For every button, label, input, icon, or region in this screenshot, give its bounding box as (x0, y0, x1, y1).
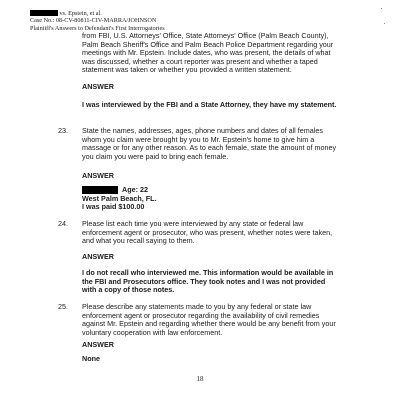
text-line: you claim you were paid to bring each female. (82, 151, 229, 161)
answer-heading: ANSWER (82, 82, 114, 91)
question-23-text (82, 127, 336, 161)
answer-22-text: I was interviewed by the FBI and a State Attorney, they have my statement. (82, 100, 337, 109)
text-line: enforcement agent or prosecutor regarding the availability of civil remedies (82, 310, 320, 320)
text-line: from FBI, U.S. Attorneys' Office, State Attorneys' Office (Palm Beach County), (82, 31, 329, 40)
scan-speck (384, 23, 385, 24)
text-line: I was paid $100.00 (82, 202, 145, 212)
text-line: voluntary cooperation with law enforcement. (82, 327, 223, 337)
text-line: against Mr. Epstein and regarding whether there would be any benefit from your (82, 319, 336, 329)
text-line: with a copy of those notes. (82, 285, 175, 295)
redaction-bar (30, 10, 58, 16)
redaction-bar (82, 186, 118, 194)
answer-heading: ANSWER (82, 340, 114, 349)
text-line: was discussed, whether a court reporter was present and whether a taped (82, 56, 318, 66)
answer-heading: ANSWER (82, 171, 114, 180)
text-line: massage or for any other reason. As to each female, state the amount of money (82, 143, 337, 153)
text-line: Please describe any statements made to you by any federal or state law (82, 302, 312, 311)
caption-line-1 (30, 10, 165, 17)
scan-speck (381, 8, 382, 9)
page-number: 18 (196, 375, 204, 383)
text-line: Please list each time you were interviewed by any state or federal law (82, 219, 304, 228)
age-value: Age: 22 (122, 185, 148, 194)
text-line: whom you claim were brought by you to Mr. Epstein's home to give him a (82, 134, 315, 144)
caption-versus: vs. Epstein, et al. (58, 10, 102, 17)
answer-24-text (82, 269, 333, 295)
question-24-text (82, 220, 332, 246)
text-line: statement was taken or whether you provided a written statement. (82, 65, 292, 75)
case-caption (30, 10, 165, 32)
question-25-text (82, 303, 336, 337)
text-line: West Palm Beach, FL. (82, 193, 157, 203)
answer-25-text: None (82, 354, 100, 363)
question-22-continuation (82, 32, 333, 75)
question-number: 25. (58, 302, 68, 311)
text-line: the FBI and Prosecutors office. They took notes and I was not provided (82, 276, 326, 286)
question-number: 24. (58, 219, 68, 228)
text-line: Palm Beach Sheriff's Office and Palm Beach Police Department regarding your (82, 39, 334, 49)
question-number: 23. (58, 126, 68, 135)
case-number: Case No.: 08-CV-80811-CIV-MARRA/JOHNSON (30, 17, 157, 25)
answer-23-text (82, 186, 157, 212)
answer-heading: ANSWER (82, 252, 114, 261)
text-line: I do not recall who interviewed me. This information would be available in (82, 268, 334, 277)
text-line: enforcement agent or prosecutor, who was present, whether notes were taken, (82, 227, 333, 237)
text-line: and what you recall saying to them. (82, 236, 195, 246)
text-line: State the names, addresses, ages, phone numbers and dates of all females (82, 126, 323, 135)
text-line: meetings with Mr. Epstein. Include dates, who was present, the details of what (82, 48, 331, 58)
document-title: Plaintiff's Answers to Defendant's First Interrogatories (30, 24, 165, 32)
